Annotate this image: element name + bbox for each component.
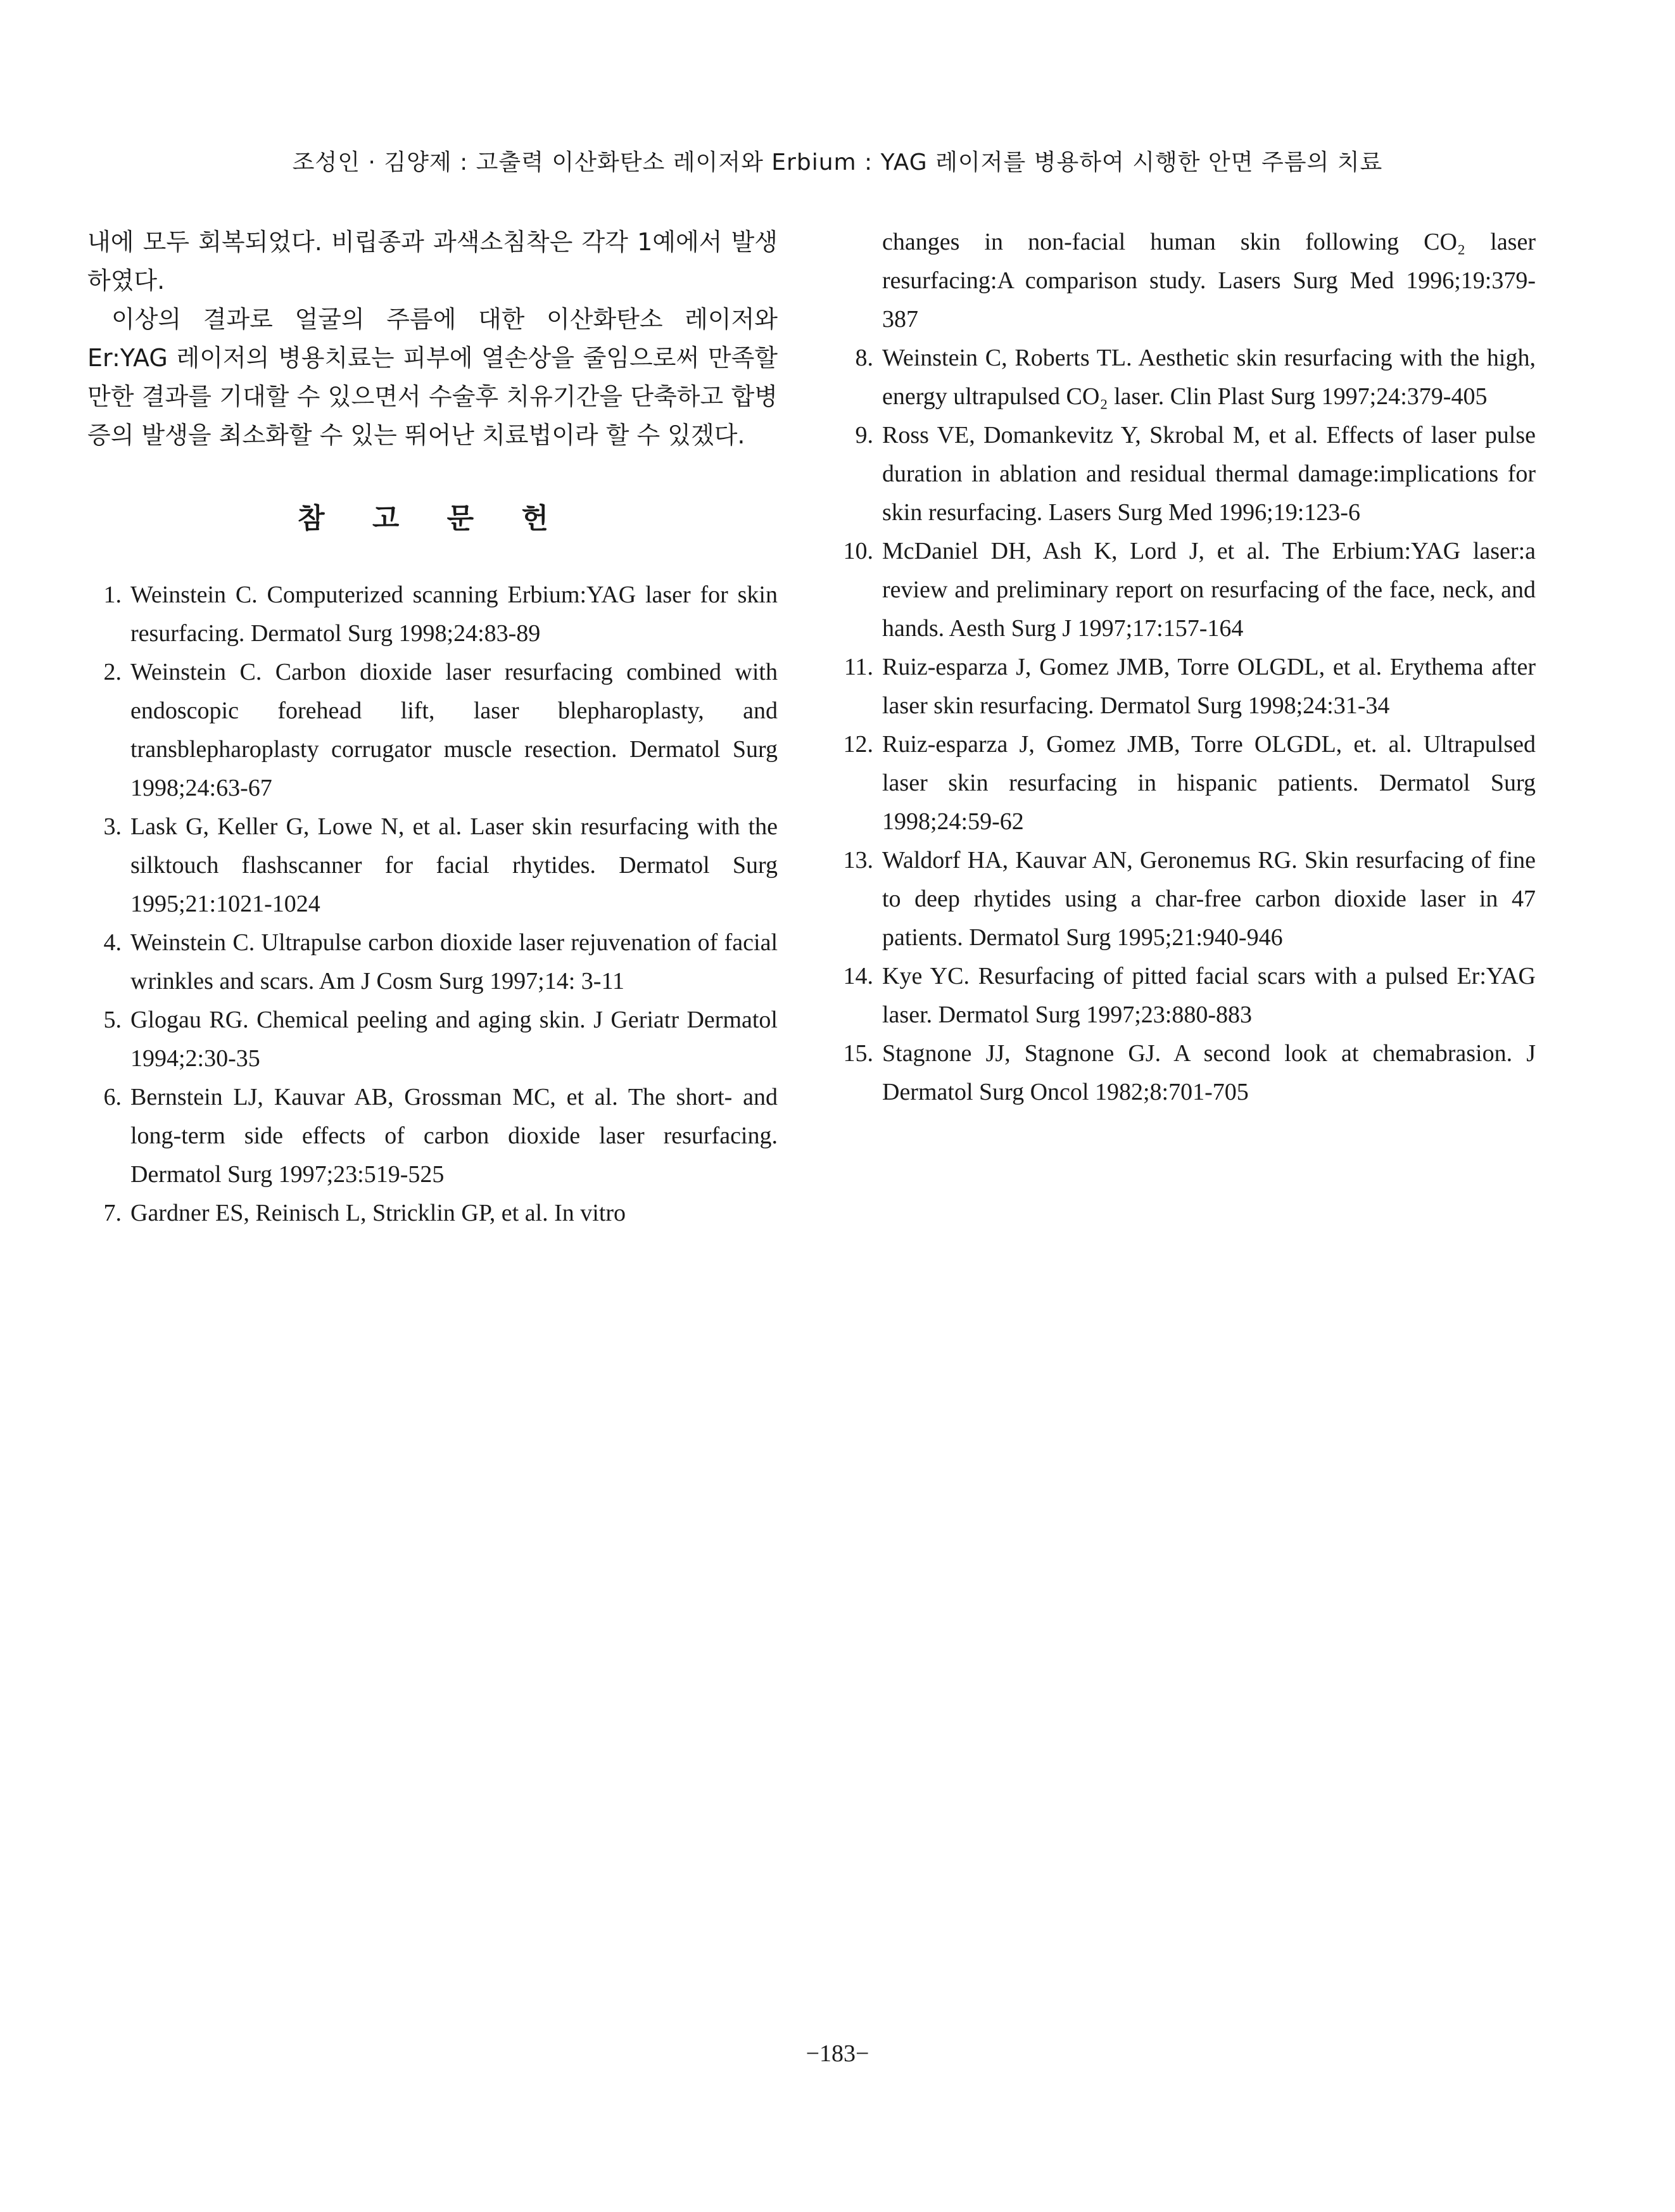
reference-number: 14.	[843, 963, 873, 989]
body-paragraph: 이상의 결과로 얼굴의 주름에 대한 이산화탄소 레이저와 Er:YAG 레이저의 병용치료는 피부에 열손상을 줄임으로써 만족할 만한 결과를 기대할 수 있으면서 수술후 치유기간을 단축하고 합병증의 발생을 최소화할 수 있는 뛰어난 치료법이라 할 수 있겠다.	[87, 305, 778, 449]
reference-text: Ross VE, Domankevitz Y, Skrobal M, et al. Effects of laser pulse duration in ablation and residual thermal damage:implications for skin resurfacing. Lasers Surg Med 1996;19:123-6	[882, 422, 1536, 526]
reference-number: 4.	[103, 929, 122, 956]
reference-item	[87, 924, 778, 1001]
reference-item	[839, 725, 1536, 841]
body-paragraph: 내에 모두 회복되었다. 비립종과 과색소침착은 각각 1예에서 발생하였다.	[87, 228, 778, 295]
reference-item	[839, 841, 1536, 957]
reference-number: 15.	[843, 1040, 873, 1067]
page-number: −183−	[806, 2040, 869, 2067]
reference-number: 3.	[103, 813, 122, 840]
right-column	[839, 223, 1536, 1112]
reference-item	[839, 648, 1536, 725]
reference-text: Glogau RG. Chemical peeling and aging skin. J Geriatr Dermatol 1994;2:30-35	[130, 1007, 778, 1072]
reference-list	[839, 339, 1536, 1112]
reference-list	[87, 576, 778, 1233]
reference-text: McDaniel DH, Ash K, Lord J, et al. The Erbium:YAG laser:a review and preliminary report on resurfacing of the face, neck, and hands. Aesth Surg J 1997;17:157-164	[882, 538, 1536, 642]
reference-item	[839, 1034, 1536, 1112]
reference-number: 13.	[843, 847, 873, 874]
reference-text: Weinstein C. Ultrapulse carbon dioxide laser rejuvenation of facial wrinkles and scars. Am J Cosm Surg 1997;14: 3-11	[130, 929, 778, 995]
reference-number: 7.	[103, 1200, 122, 1226]
reference-item	[839, 532, 1536, 648]
reference-item	[87, 1078, 778, 1194]
reference-number: 8.	[855, 345, 873, 371]
reference-item	[87, 653, 778, 808]
reference-text: Weinstein C, Roberts TL. Aesthetic skin resurfacing with the high, energy ultrapulsed CO₂ laser. Clin Plast Surg 1997;24:379-405	[882, 345, 1536, 410]
reference-text: Ruiz-esparza J, Gomez JMB, Torre OLGDL, et. al. Ultrapulsed laser skin resurfacing in hispanic patients. Dermatol Surg 1998;24:59-62	[882, 731, 1536, 835]
reference-number: 9.	[855, 422, 873, 448]
reference-item	[839, 339, 1536, 416]
reference-text: Waldorf HA, Kauvar AN, Geronemus RG. Skin resurfacing of fine to deep rhytides using a char-free carbon dioxide laser in 47 patients. Dermatol Surg 1995;21:940-946	[882, 847, 1536, 951]
reference-text: Weinstein C. Carbon dioxide laser resurfacing combined with endoscopic forehead lift, laser blepharoplasty, and transblepharoplasty corrugator muscle resection. Dermatol Surg 1998;24:63-67	[130, 659, 778, 801]
reference-item	[839, 957, 1536, 1034]
reference-item	[87, 1194, 778, 1233]
reference-item	[87, 576, 778, 653]
reference-number: 11.	[844, 654, 873, 680]
reference-text: Bernstein LJ, Kauvar AB, Grossman MC, et al. The short- and long-term side effects of carbon dioxide laser resurfacing. Dermatol Surg 1997;23:519-525	[130, 1084, 778, 1188]
reference-text: Kye YC. Resurfacing of pitted facial scars with a pulsed Er:YAG laser. Dermatol Surg 1997;23:880-883	[882, 963, 1536, 1028]
references-heading: 참 고 문 헌	[298, 502, 567, 535]
reference-item	[839, 416, 1536, 532]
reference-item	[87, 808, 778, 924]
reference-number: 12.	[843, 731, 873, 758]
reference-text: Ruiz-esparza J, Gomez JMB, Torre OLGDL, et al. Erythema after laser skin resurfacing. Dermatol Surg 1998;24:31-34	[882, 654, 1536, 719]
reference-number: 1.	[103, 582, 122, 608]
reference-number: 6.	[103, 1084, 122, 1110]
reference-item	[87, 1001, 778, 1078]
reference-text: Stagnone JJ, Stagnone GJ. A second look at chemabrasion. J Dermatol Surg Oncol 1982;8:701-705	[882, 1040, 1536, 1105]
reference-text: Weinstein C. Computerized scanning Erbium:YAG laser for skin resurfacing. Dermatol Surg 1998;24:83-89	[130, 582, 778, 647]
reference-text: Lask G, Keller G, Lowe N, et al. Laser skin resurfacing with the silktouch flashscanner for facial rhytides. Dermatol Surg 1995;21:1021-1024	[130, 813, 778, 917]
left-column	[87, 223, 778, 1233]
reference-number: 10.	[843, 538, 873, 564]
running-header: 조성인 · 김양제 : 고출력 이산화탄소 레이저와 Erbium : YAG 레이저를 병용하여 시행한 안면 주름의 치료	[292, 149, 1383, 175]
reference-continuation: changes in non-facial human skin following CO₂ laser resurfacing:A comparison study. Lasers Surg Med 1996;19:379-387	[882, 229, 1536, 333]
reference-number: 2.	[103, 659, 122, 685]
reference-number: 5.	[103, 1007, 122, 1033]
reference-text: Gardner ES, Reinisch L, Stricklin GP, et al. In vitro	[130, 1200, 626, 1226]
